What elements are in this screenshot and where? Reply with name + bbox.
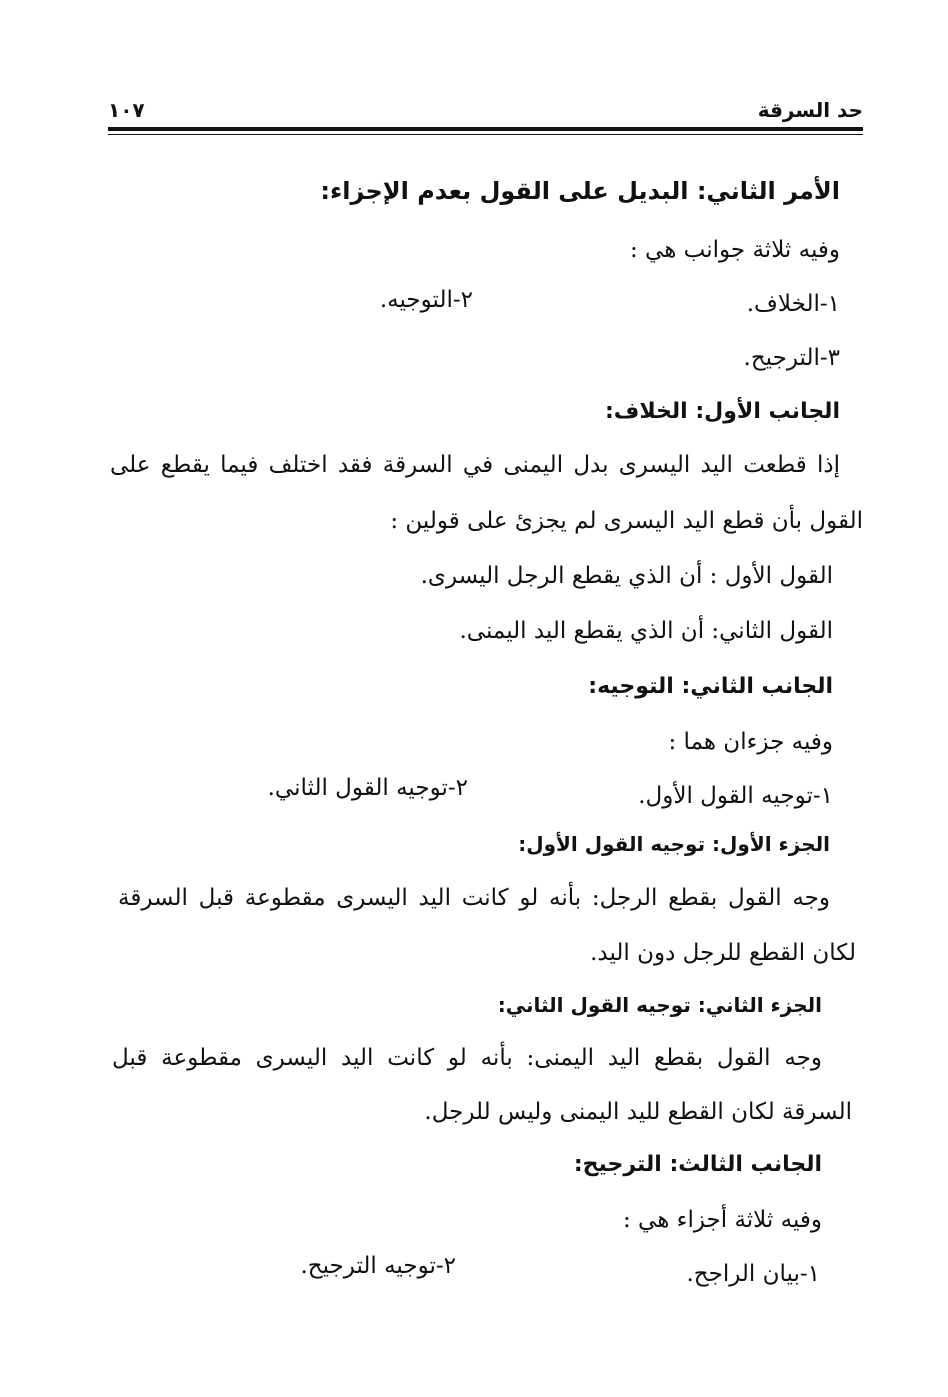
parts-three-item-1: ١-بيان الراجح. [686, 1261, 820, 1287]
intro-parts-two: وفيه جزءان هما : [668, 729, 833, 755]
part2-paragraph-line-1: وجه القول بقطع اليد اليمنى: بأنه لو كانت اليد اليسرى مقطوعة قبل [112, 1045, 822, 1071]
aspect-list-item-3: ٣-الترجيح. [743, 345, 840, 371]
running-title: حد السرقة [757, 98, 863, 122]
aspect-list-item-2: ٢-التوجيه. [379, 287, 473, 313]
aspect1-paragraph-line-1: إذا قطعت اليد اليسرى بدل اليمنى في السرقة فقد اختلف فيما يقطع على [110, 452, 840, 478]
section-heading: الأمر الثاني: البديل على القول بعدم الإجزاء: [320, 177, 840, 205]
intro-aspects: وفيه ثلاثة جوانب هي : [630, 237, 840, 263]
opinion-1: القول الأول : أن الذي يقطع الرجل اليسرى. [420, 563, 833, 589]
aspect3-heading: الجانب الثالث: الترجيح: [573, 1152, 822, 1177]
intro-parts-three: وفيه ثلاثة أجزاء هي : [622, 1207, 822, 1233]
part2-paragraph-line-2: السرقة لكان القطع لليد اليمنى وليس للرجل. [424, 1099, 852, 1125]
header-rule-thin [108, 134, 863, 135]
header-rule-thick [108, 127, 863, 131]
parts-three-item-2: ٢-توجيه الترجيح. [300, 1253, 456, 1279]
aspect2-heading: الجانب الثاني: التوجيه: [588, 674, 833, 699]
aspect1-heading: الجانب الأول: الخلاف: [605, 399, 840, 424]
page-header [108, 98, 863, 124]
aspect-list-item-1: ١-الخلاف. [746, 291, 840, 317]
part1-heading: الجزء الأول: توجيه القول الأول: [518, 832, 830, 856]
parts-two-item-1: ١-توجيه القول الأول. [638, 783, 833, 809]
aspect1-paragraph-line-2: القول بأن قطع اليد اليسرى لم يجزئ على قولين : [390, 508, 863, 534]
part1-paragraph-line-2: لكان القطع للرجل دون اليد. [590, 940, 856, 966]
page-number: ١٠٧ [108, 98, 145, 122]
opinion-2: القول الثاني: أن الذي يقطع اليد اليمنى. [459, 618, 833, 644]
parts-two-item-2: ٢-توجيه القول الثاني. [267, 775, 468, 801]
part1-paragraph-line-1: وجه القول بقطع الرجل: بأنه لو كانت اليد اليسرى مقطوعة قبل السرقة [118, 885, 830, 911]
part2-heading: الجزء الثاني: توجيه القول الثاني: [497, 993, 822, 1017]
